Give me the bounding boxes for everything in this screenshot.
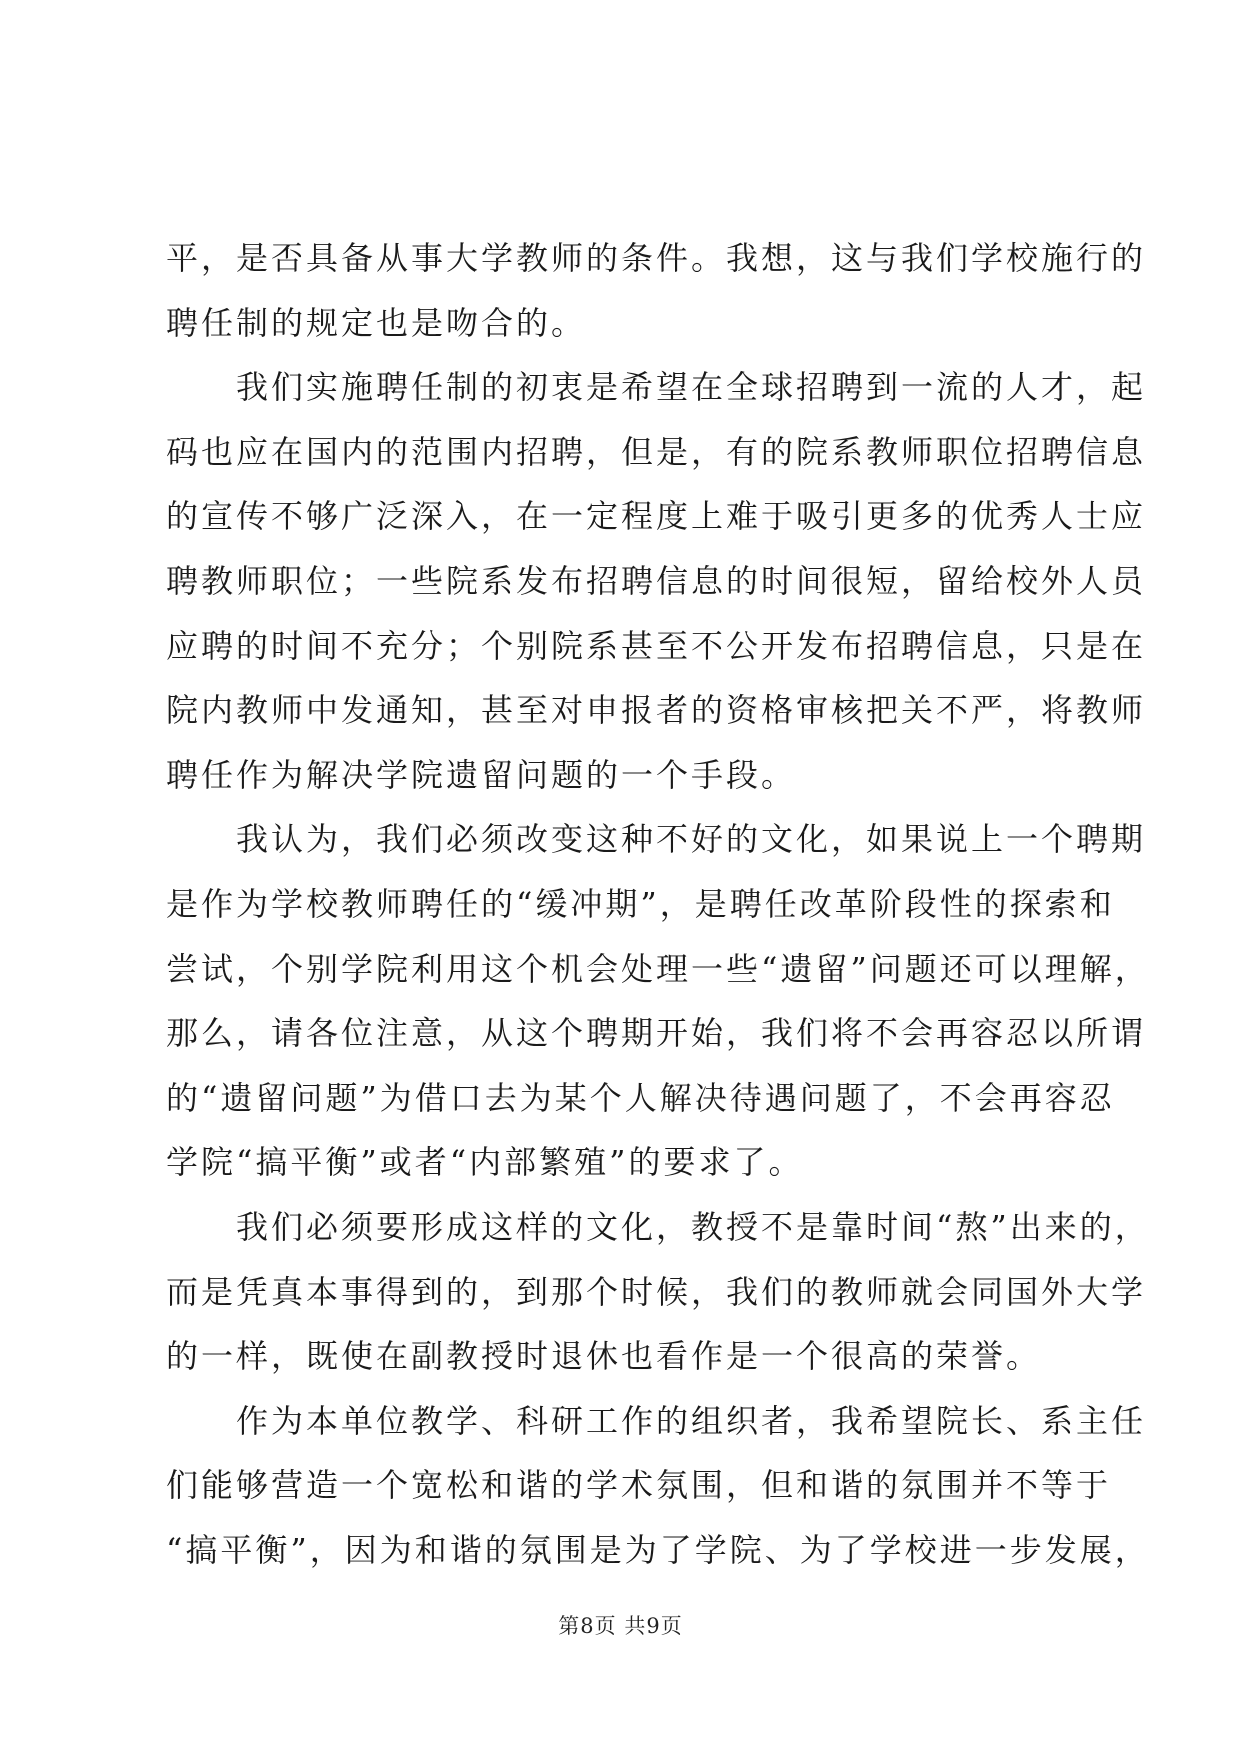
text-line: 我们实施聘任制的初衷是希望在全球招聘到一流的人才，起 (236, 368, 1147, 407)
text-line: 是作为学校教师聘任的“缓冲期”，是聘任改革阶段性的探索和 (166, 884, 1115, 923)
text-line: 聘任制的规定也是吻合的。 (166, 303, 587, 342)
text-line: 应聘的时间不充分；个别院系甚至不公开发布招聘信息，只是在 (166, 626, 1147, 665)
text-line: 我们必须要形成这样的文化，教授不是靠时间“熬”出来的， (236, 1207, 1150, 1246)
text-line: 平，是否具备从事大学教师的条件。我想，这与我们学校施行的 (166, 239, 1147, 277)
text-line: 尝试，个别学院利用这个机会处理一些“遗留”问题还可以理解， (166, 949, 1150, 988)
text-line: “搞平衡”，因为和谐的氛围是为了学院、为了学校进一步发展， (166, 1530, 1150, 1569)
text-line: 而是凭真本事得到的，到那个时候，我们的教师就会同国外大学 (166, 1272, 1147, 1311)
page-number-footer: 第8页 共9页 (558, 1614, 683, 1638)
text-line: 的一样，既使在副教授时退休也看作是一个很高的荣誉。 (166, 1337, 1042, 1376)
document-body (166, 226, 1150, 1582)
text-line: 聘任作为解决学院遗留问题的一个手段。 (166, 755, 797, 794)
text-line: 我认为，我们必须改变这种不好的文化，如果说上一个聘期 (236, 820, 1147, 859)
text-line: 学院“搞平衡”或者“内部繁殖”的要求了。 (166, 1143, 804, 1182)
text-line: 码也应在国内的范围内招聘，但是，有的院系教师职位招聘信息 (166, 432, 1147, 471)
text-line: 作为本单位教学、科研工作的组织者，我希望院长、系主任 (236, 1401, 1147, 1440)
text-line: 们能够营造一个宽松和谐的学术氛围，但和谐的氛围并不等于 (166, 1466, 1112, 1505)
text-line: 那么，请各位注意，从这个聘期开始，我们将不会再容忍以所谓 (166, 1014, 1147, 1053)
text-line: 的“遗留问题”为借口去为某个人解决待遇问题了，不会再容忍 (166, 1078, 1115, 1117)
text-line: 聘教师职位；一些院系发布招聘信息的时间很短，留给校外人员 (166, 561, 1147, 600)
text-line: 的宣传不够广泛深入，在一定程度上难于吸引更多的优秀人士应 (166, 497, 1147, 536)
text-line: 院内教师中发通知，甚至对申报者的资格审核把关不严，将教师 (166, 691, 1147, 730)
